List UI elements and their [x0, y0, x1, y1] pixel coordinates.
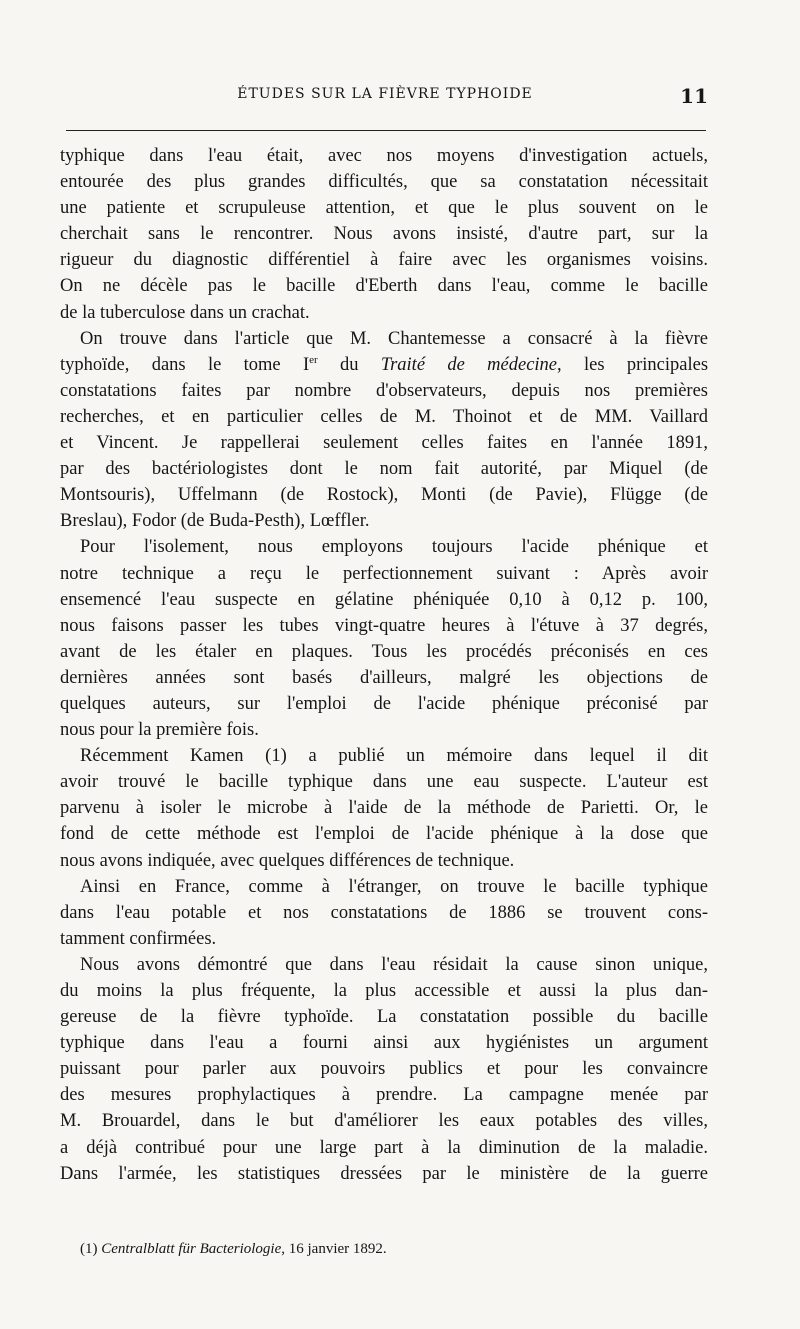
page-number: 11 [680, 84, 708, 108]
text-line: de la tuberculose dans un crachat. [60, 302, 310, 323]
text-line: a déjà contribué pour une large part à la diminution de la maladie. [60, 1137, 708, 1158]
body-text [60, 143, 708, 1187]
text-line: constatations faites par nombre d'observateurs, depuis nos premières [60, 380, 708, 401]
text-line: fond de cette méthode est l'emploi de l'acide phénique à la dose que [60, 824, 708, 845]
text-fragment: , les principales [557, 354, 709, 375]
text-line: cherchait sans le rencontrer. Nous avons insisté, d'autre part, sur la [60, 224, 708, 245]
text-line [60, 352, 708, 378]
text-line: nous pour la première fois. [60, 720, 259, 741]
footnote-date: , 16 janvier 1892. [281, 1241, 387, 1257]
text-line: Dans l'armée, les statistiques dressées par le ministère de la guerre [60, 1163, 708, 1184]
text-line: Montsouris), Uffelmann (de Rostock), Monti (de Pavie), Flügge (de [60, 485, 708, 506]
text-fragment: du [317, 354, 381, 375]
text-line: avant de les étaler en plaques. Tous les procédés préconisés en ces [60, 641, 708, 662]
text-line: recherches, et en particulier celles de M. Thoinot et de MM. Vaillard [60, 406, 708, 427]
text-line: du moins la plus fréquente, la plus accessible et aussi la plus dan- [60, 981, 708, 1001]
running-title: ÉTUDES SUR LA FIÈVRE TYPHOIDE [237, 86, 533, 102]
text-line: par des bactériologistes dont le nom fait autorité, par Miquel (de [60, 459, 708, 480]
text-line: parvenu à isoler le microbe à l'aide de la méthode de Parietti. Or, le [60, 798, 708, 819]
text-line: notre technique a reçu le perfectionnement suivant : Après avoir [60, 563, 708, 584]
text-line: puissant pour parler aux pouvoirs publics et pour les convaincre [60, 1059, 708, 1080]
footnote [80, 1241, 387, 1258]
text-line: nous avons indiquée, avec quelques différences de technique. [60, 850, 515, 871]
text-line: et Vincent. Je rappellerai seulement celles faites en l'année 1891, [60, 433, 708, 454]
superscript: er [309, 353, 318, 366]
text-line: une patiente et scrupuleuse attention, et que le plus souvent on le [60, 198, 708, 219]
text-line: rigueur du diagnostic différentiel à faire avec les organismes voisins. [60, 250, 708, 271]
text-line: On trouve dans l'article que M. Chantemesse a consacré à la fièvre [80, 328, 708, 349]
text-line: Récemment Kamen (1) a publié un mémoire dans lequel il dit [80, 746, 708, 767]
text-line: nous faisons passer les tubes vingt-quatre heures à l'étuve à 37 degrés, [60, 615, 708, 636]
footnote-journal: Centralblatt für Bacteriologie [101, 1241, 282, 1257]
text-line: On ne décèle pas le bacille d'Eberth dans l'eau, comme le bacille [60, 276, 708, 297]
book-title-italic: Traité de médecine [380, 354, 558, 375]
text-fragment: typhoïde, dans le tome I [60, 354, 310, 375]
footnote-marker: (1) [80, 1241, 102, 1257]
text-line: dernières années sont basés d'ailleurs, malgré les objections de [60, 667, 708, 688]
text-line: des mesures prophylactiques à prendre. La campagne menée par [60, 1085, 708, 1106]
text-line: Nous avons démontré que dans l'eau résidait la cause sinon unique, [80, 954, 708, 975]
text-line: entourée des plus grandes difficultés, que sa constatation nécessitait [60, 172, 708, 193]
text-line: avoir trouvé le bacille typhique dans une eau suspecte. L'auteur est [60, 772, 708, 793]
page-header [60, 86, 710, 110]
text-line: Ainsi en France, comme à l'étranger, on trouve le bacille typhique [80, 876, 708, 897]
text-line: Pour l'isolement, nous employons toujours l'acide phénique et [80, 537, 708, 558]
text-line: tamment confirmées. [60, 928, 217, 949]
text-line: Breslau), Fodor (de Buda-Pesth), Lœffler. [60, 511, 370, 532]
text-line: gereuse de la fièvre typhoïde. La constatation possible du bacille [60, 1007, 708, 1028]
text-line: quelques auteurs, sur l'emploi de l'acide phénique préconisé par [60, 693, 708, 714]
text-line: typhique dans l'eau a fourni ainsi aux hygiénistes un argument [60, 1033, 708, 1054]
text-line: M. Brouardel, dans le but d'améliorer les eaux potables des villes, [60, 1111, 708, 1132]
text-line: dans l'eau potable et nos constatations de 1886 se trouvent cons- [60, 902, 708, 923]
header-rule [66, 130, 706, 131]
text-line: ensemencé l'eau suspecte en gélatine phéniquée 0,10 à 0,12 p. 100, [60, 589, 708, 610]
text-line: typhique dans l'eau était, avec nos moyens d'investigation actuels, [60, 146, 708, 166]
